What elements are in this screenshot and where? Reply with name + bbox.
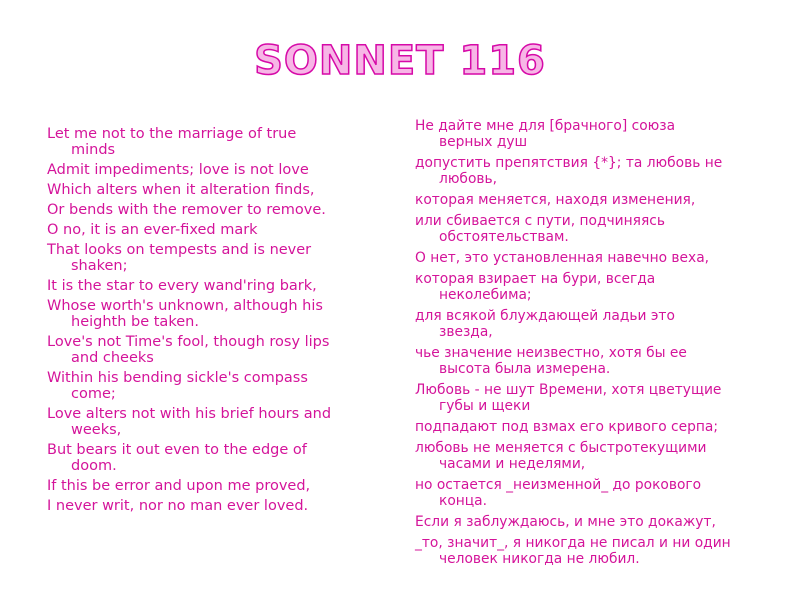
english-line: [47, 162, 392, 178]
english-line: [47, 126, 392, 158]
english-line: [47, 406, 392, 438]
english-line-text: It is the star to every wand'ring bark,: [47, 278, 317, 294]
russian-line: [415, 192, 780, 208]
russian-line-text: для всякой блуждающей ладьи это: [415, 308, 675, 324]
english-line-continuation: doom.: [71, 458, 117, 474]
english-line: [47, 478, 392, 494]
russian-line-text: Любовь - не шут Времени, хотя цветущие: [415, 382, 722, 398]
english-line-continuation: minds: [71, 142, 116, 158]
english-line: [47, 334, 392, 366]
english-line-text: If this be error and upon me proved,: [47, 478, 311, 494]
russian-line: [415, 535, 780, 567]
english-line-continuation: come;: [71, 386, 116, 402]
russian-line: [415, 345, 780, 377]
english-line: [47, 242, 392, 274]
russian-line: [415, 440, 780, 472]
russian-translation-text: [415, 118, 780, 572]
russian-line: [415, 271, 780, 303]
english-line: [47, 442, 392, 474]
english-line: [47, 498, 392, 514]
russian-line-text: Не дайте мне для [брачного] союза: [415, 118, 676, 134]
russian-line: [415, 477, 780, 509]
english-line: [47, 202, 392, 218]
russian-line: [415, 382, 780, 414]
english-line-text: But bears it out even to the edge of: [47, 442, 307, 458]
english-sonnet-text: [47, 126, 392, 518]
english-line-text: Whose worth's unknown, although his: [47, 298, 323, 314]
english-line-continuation: and cheeks: [71, 350, 154, 366]
russian-line-text: или сбивается с пути, подчиняясь: [415, 213, 665, 229]
english-line-text: Within his bending sickle's compass: [47, 370, 308, 386]
russian-line-continuation: обстоятельствам.: [439, 229, 569, 245]
russian-line-continuation: губы и щеки: [439, 398, 531, 414]
russian-line: [415, 155, 780, 187]
english-line-text: Love's not Time's fool, though rosy lips: [47, 334, 330, 350]
english-line: [47, 278, 392, 294]
russian-line-text: Если я заблуждаюсь, и мне это докажут,: [415, 514, 716, 530]
russian-line-continuation: любовь,: [439, 171, 498, 187]
english-line: [47, 370, 392, 402]
english-line-text: Or bends with the remover to remove.: [47, 202, 326, 218]
russian-line-text: _то, значит_, я никогда не писал и ни один: [415, 535, 731, 551]
english-line-text: I never writ, nor no man ever loved.: [47, 498, 309, 514]
russian-line-text: допустить препятствия {*}; та любовь не: [415, 155, 723, 171]
russian-line-text: любовь не меняется с быстротекущими: [415, 440, 707, 456]
english-line-text: Love alters not with his brief hours and: [47, 406, 332, 422]
russian-line-text: но остается _неизменной_ до рокового: [415, 477, 702, 493]
russian-line: [415, 308, 780, 340]
english-line: [47, 222, 392, 238]
english-line: [47, 182, 392, 198]
english-line-text: Admit impediments; love is not love: [47, 162, 309, 178]
russian-line: [415, 419, 780, 435]
english-line-continuation: weeks,: [71, 422, 122, 438]
russian-line: [415, 514, 780, 530]
russian-line: [415, 213, 780, 245]
russian-line-continuation: звезда,: [439, 324, 493, 340]
russian-line: [415, 118, 780, 150]
russian-line-continuation: конца.: [439, 493, 488, 509]
english-line: [47, 298, 392, 330]
russian-line-continuation: человек никогда не любил.: [439, 551, 640, 567]
russian-line-text: О нет, это установленная навечно веха,: [415, 250, 710, 266]
russian-line-continuation: часами и неделями,: [439, 456, 586, 472]
russian-line-text: чье значение неизвестно, хотя бы ее: [415, 345, 687, 361]
english-line-text: That looks on tempests and is never: [47, 242, 312, 258]
english-line-continuation: heighth be taken.: [71, 314, 199, 330]
russian-line-continuation: верных душ: [439, 134, 528, 150]
english-line-continuation: shaken;: [71, 258, 128, 274]
russian-line-continuation: неколебима;: [439, 287, 532, 303]
russian-line-text: которая меняется, находя изменения,: [415, 192, 696, 208]
english-line-text: O no, it is an ever-fixed mark: [47, 222, 258, 238]
russian-line-continuation: высота была измерена.: [439, 361, 611, 377]
english-line-text: Let me not to the marriage of true: [47, 126, 297, 142]
russian-line: [415, 250, 780, 266]
russian-line-text: которая взирает на бури, всегда: [415, 271, 656, 287]
russian-line-text: подпадают под взмах его кривого серпа;: [415, 419, 718, 435]
sonnet-title: SONNET 116: [254, 38, 546, 84]
english-line-text: Which alters when it alteration finds,: [47, 182, 315, 198]
